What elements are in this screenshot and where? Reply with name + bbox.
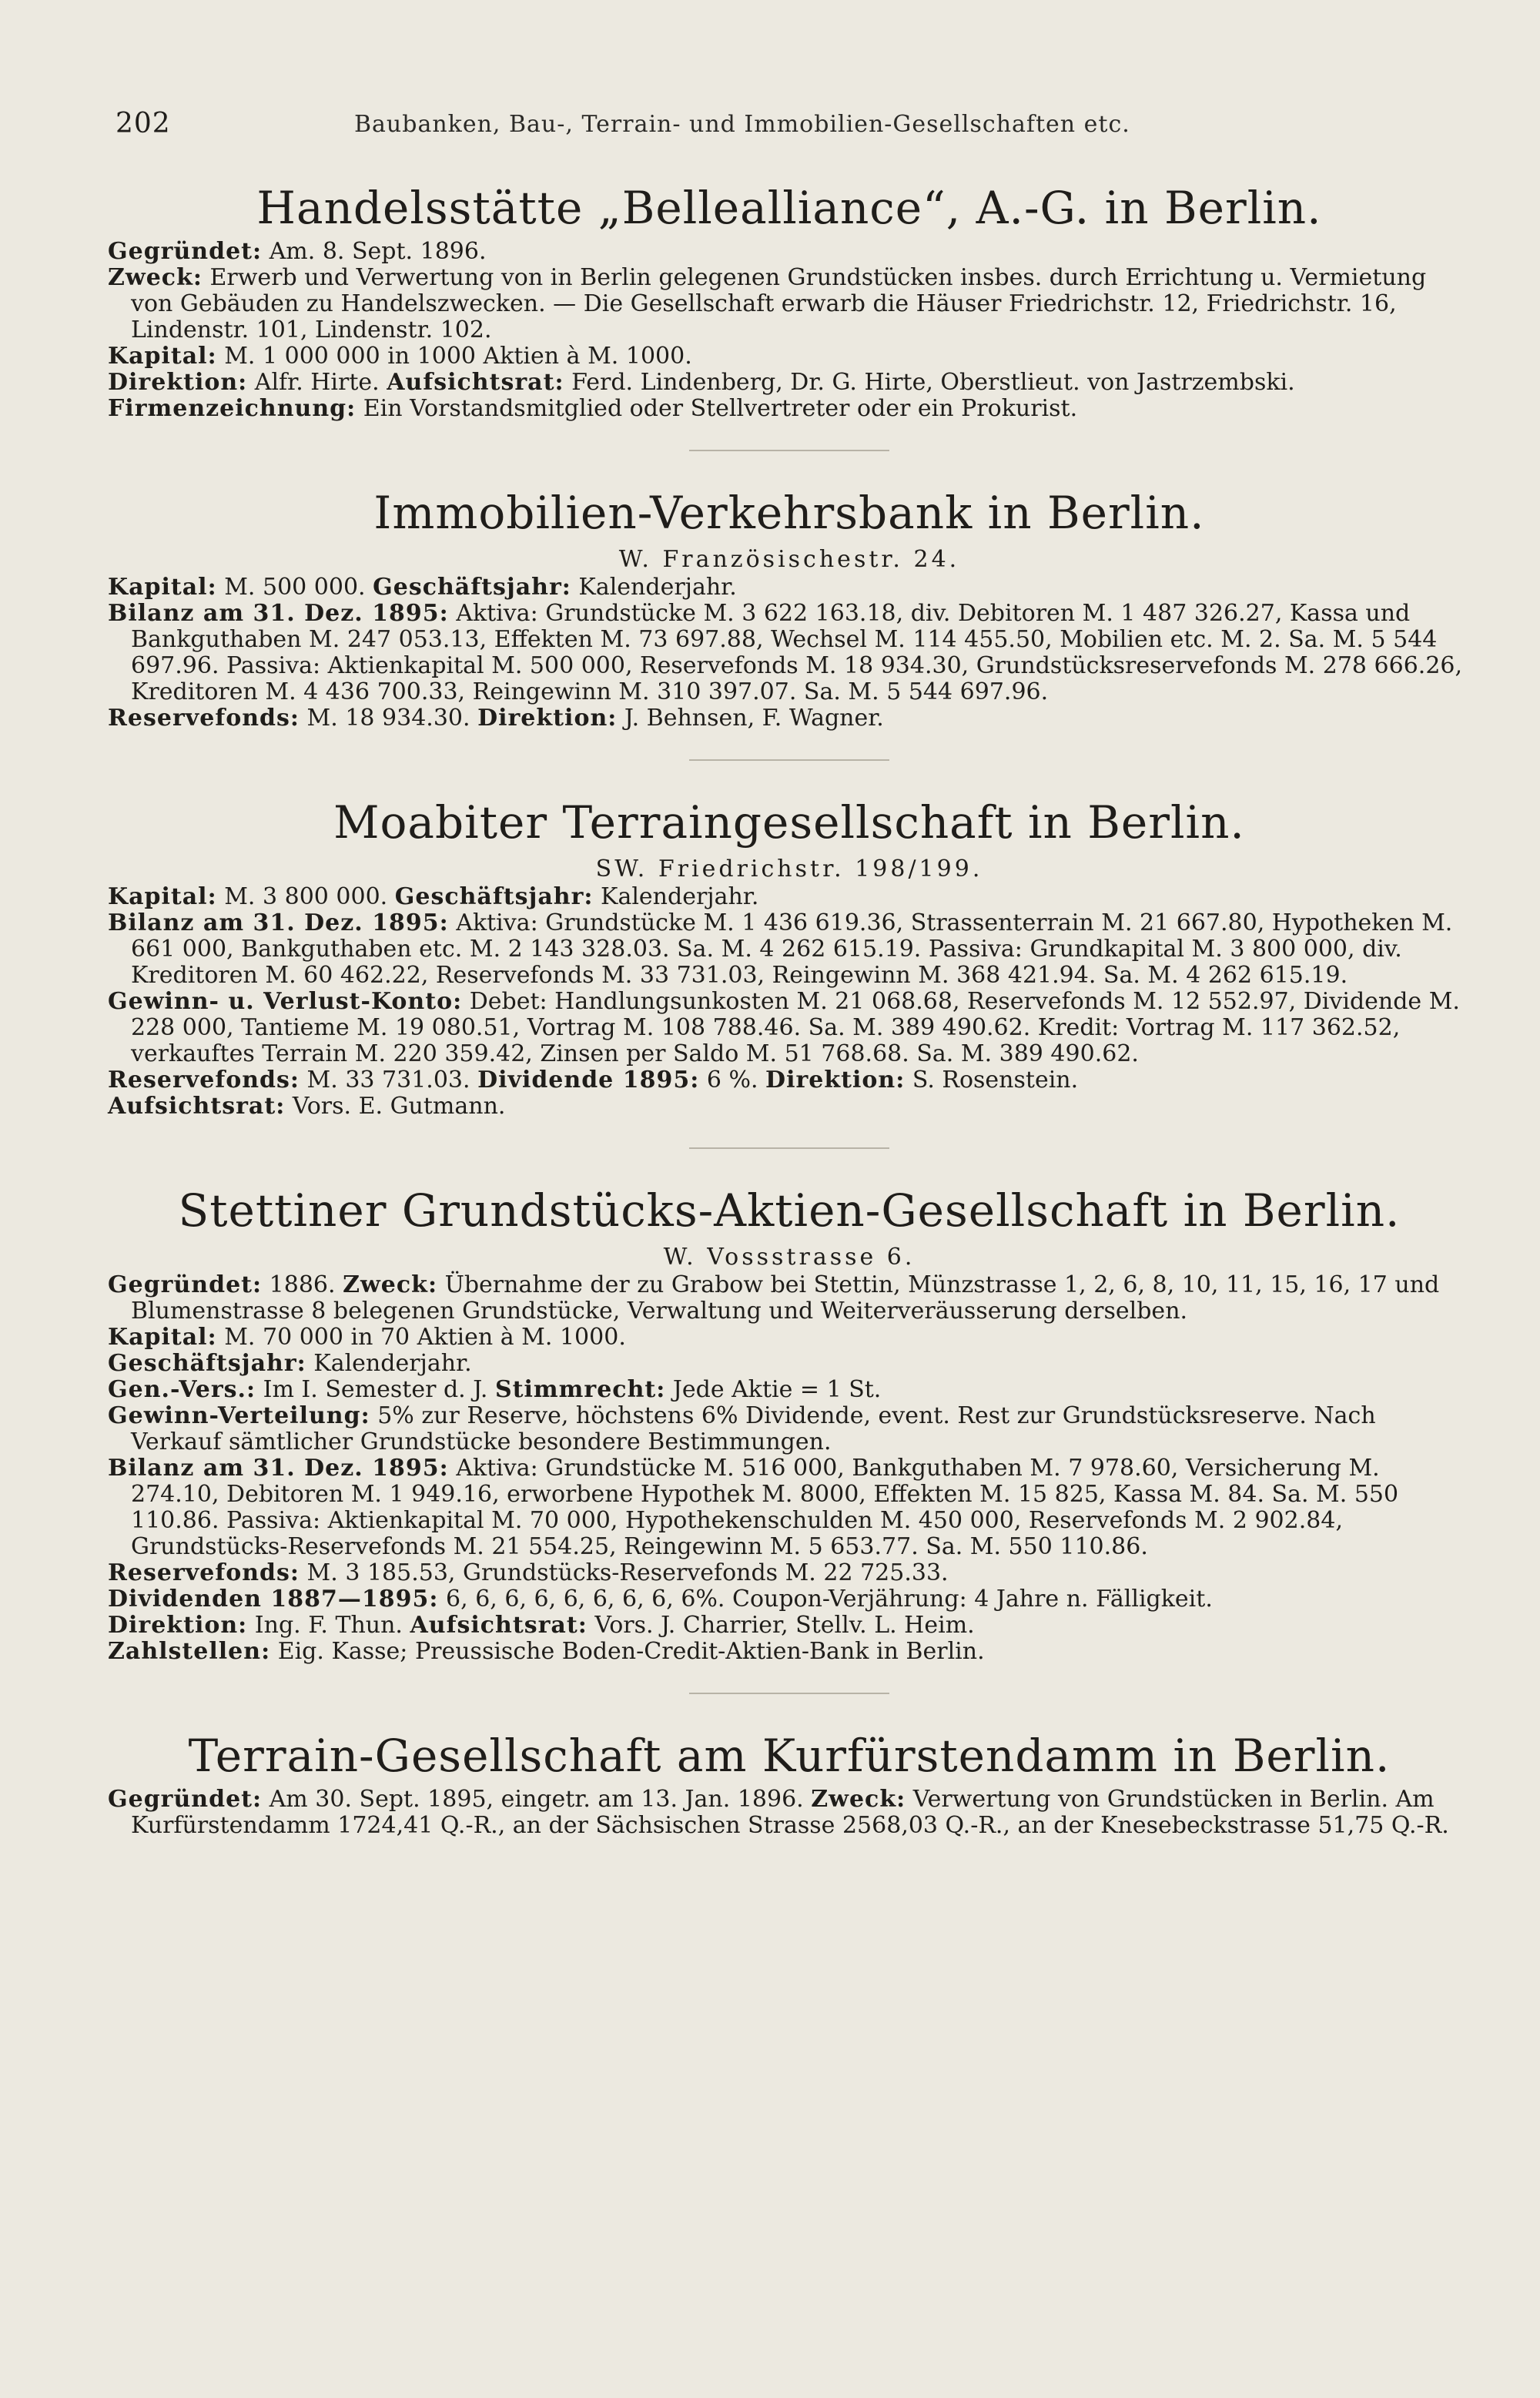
- entry-gegruendet: [108, 1272, 1471, 1325]
- entry-text: Kalenderjahr.: [571, 574, 737, 601]
- entry-text: Am 30. Sept. 1895, eingetr. am 13. Jan. 1896.: [262, 1786, 812, 1813]
- entry-reservefonds: [108, 1560, 1471, 1586]
- entry-label: Zweck:: [108, 264, 203, 291]
- entry-label: Gen.-Vers.:: [108, 1376, 256, 1403]
- entry-label: Geschäftsjahr:: [394, 883, 594, 910]
- section-divider: [689, 759, 889, 761]
- entry-kapital: [108, 574, 1471, 601]
- entry-label: Stimmrecht:: [495, 1376, 666, 1403]
- entry-label: Kapital:: [108, 343, 217, 370]
- section-divider: [689, 1693, 889, 1694]
- entry-zahlstellen: [108, 1639, 1471, 1665]
- entry-text: Übernahme der zu Grabow bei Stettin, Münzstrasse 1, 2, 6, 8, 10, 11, 15, 16, 17 und Blumenstrasse 8 belegenen Grundstücke, Verwaltung und Weiterveräusserung derselben.: [131, 1271, 1440, 1325]
- entry-text: Erwerb und Verwertung von in Berlin gelegenen Grundstücken insbes. durch Errichtung u. Vermietung von Gebäuden zu Handelszwecken. — Die Gesellschaft erwarb die Häuser Friedrichstr. 12, Friedrichstr. 16, Lindenstr. 101, Lindenstr. 102.: [131, 264, 1427, 343]
- entry-text: Aktiva: Grundstücke M. 516 000, Bankguthaben M. 7 978.60, Versicherung M. 274.10, Debitoren M. 1 949.16, erworbene Hypothek M. 8000, Effekten M. 15 825, Kassa M. 84. Sa. M. 550 110.86. Passiva: Aktienkapital M. 70 000, Hypothekenschulden M. 450 000, Reservefonds M. 2 902.84, Grundstücks-Reservefonds M. 21 554.25, Reingewinn M. 5 653.77. Sa. M. 550 110.86.: [131, 1455, 1399, 1560]
- entry-label: Gegründet:: [108, 1271, 263, 1298]
- company-entry: [108, 482, 1471, 732]
- entry-text: J. Behnsen, F. Wagner.: [617, 705, 884, 732]
- entry-text: M. 1 000 000 in 1000 Aktien à M. 1000.: [216, 343, 692, 370]
- entry-label: Reservefonds:: [108, 705, 300, 732]
- entry-text: Kalenderjahr.: [306, 1350, 472, 1377]
- section-divider: [689, 1147, 889, 1149]
- running-header: [108, 108, 1471, 154]
- entry-label: Direktion:: [108, 369, 248, 396]
- entry-kapital: [108, 343, 1471, 370]
- company-title: Moabiter Terraingesellschaft in Berlin.: [333, 796, 1245, 849]
- entry-dividenden: [108, 1586, 1471, 1613]
- running-title: Baubanken, Bau-, Terrain- und Immobilien-Gesellschaften etc.: [354, 111, 1130, 138]
- entry-text: Verwertung von Grundstücken in Berlin. Am Kurfürstendamm 1724,41 Q.-R., an der Sächsischen Strasse 2568,03 Q.-R., an der Knesebeckstrasse 51,75 Q.-R.: [131, 1786, 1449, 1839]
- entry-label: Bilanz am 31. Dez. 1895:: [108, 909, 449, 936]
- entry-label: Reservefonds:: [108, 1559, 300, 1586]
- entry-zweck: [108, 265, 1471, 343]
- entry-firmenzeichnung: [108, 396, 1471, 422]
- entry-text: Im I. Semester d. J.: [256, 1376, 495, 1403]
- entry-aufsichtsrat: [108, 1094, 1471, 1120]
- entry-bilanz: [108, 601, 1471, 705]
- company-title: Handelsstätte „Bellealliance“, A.-G. in Berlin.: [256, 182, 1322, 234]
- entry-text: Jede Aktie = 1 St.: [665, 1376, 882, 1403]
- entry-bilanz: [108, 910, 1471, 989]
- entry-label: Bilanz am 31. Dez. 1895:: [108, 600, 449, 627]
- company-title: Stettiner Grundstücks-Aktien-Gesellschaft in Berlin.: [178, 1184, 1401, 1237]
- entry-label: Firmenzeichnung:: [108, 395, 357, 422]
- entry-label: Gegründet:: [108, 1786, 263, 1813]
- company-entry: [108, 792, 1471, 1120]
- entry-label: Dividende 1895:: [477, 1067, 700, 1094]
- entry-reservefonds: [108, 1067, 1471, 1094]
- entry-label: Gewinn- u. Verlust-Konto:: [108, 988, 463, 1015]
- company-entry: [108, 177, 1471, 422]
- entry-text: Debet: Handlungsunkosten M. 21 068.68, Reservefonds M. 12 552.97, Dividende M. 228 000, Tantieme M. 19 080.51, Vortrag M. 108 788.46. Sa. M. 389 490.62. Kredit: Vortrag M. 117 362.52, verkauftes Terrain M. 220 359.42, Zinsen per Saldo M. 51 768.68. Sa. M. 389 490.62.: [131, 988, 1460, 1067]
- entry-label: Kapital:: [108, 1324, 217, 1351]
- entry-label: Zweck:: [811, 1786, 906, 1813]
- company-address: SW. Friedrichstr. 198/199.: [595, 856, 983, 883]
- entry-text: M. 3 185.53, Grundstücks-Reservefonds M. 22 725.33.: [300, 1559, 949, 1586]
- entry-text: M. 3 800 000.: [216, 883, 395, 910]
- entry-kapital: [108, 884, 1471, 910]
- entry-text: S. Rosenstein.: [905, 1067, 1079, 1094]
- entry-label: Aufsichtsrat:: [387, 369, 564, 396]
- entry-label: Gewinn-Verteilung:: [108, 1402, 370, 1429]
- entry-text: M. 70 000 in 70 Aktien à M. 1000.: [216, 1324, 626, 1351]
- entry-kapital: [108, 1325, 1471, 1351]
- entry-label: Kapital:: [108, 574, 217, 601]
- entry-text: Alfr. Hirte.: [247, 369, 387, 396]
- entry-text: Ing. F. Thun.: [247, 1612, 410, 1639]
- entry-label: Geschäftsjahr:: [108, 1350, 306, 1377]
- entry-gen-vers: [108, 1377, 1471, 1403]
- company-entry: [108, 1180, 1471, 1665]
- entry-text: 6 %.: [699, 1067, 766, 1094]
- page-number: 202: [116, 108, 171, 139]
- entry-text: M. 18 934.30.: [300, 705, 478, 732]
- entry-text: Eig. Kasse; Preussische Boden-Credit-Aktien-Bank in Berlin.: [270, 1638, 985, 1665]
- entry-gegruendet: [108, 1787, 1471, 1839]
- section-divider: [689, 450, 889, 451]
- entry-text: Ein Vorstandsmitglied oder Stellvertreter oder ein Prokurist.: [356, 395, 1078, 422]
- entry-text: Am. 8. Sept. 1896.: [262, 238, 487, 265]
- entry-label: Reservefonds:: [108, 1067, 300, 1094]
- entry-gegruendet: [108, 239, 1471, 265]
- entry-text: Aktiva: Grundstücke M. 3 622 163.18, div. Debitoren M. 1 487 326.27, Kassa und Bankguthaben M. 247 053.13, Effekten M. 73 697.88, Wechsel M. 114 455.50, Mobilien etc. M. 2. Sa. M. 5 544 697.96. Passiva: Aktienkapital M. 500 000, Reservefonds M. 18 934.30, Grundstücksreservefonds M. 278 666.26, Kreditoren M. 4 436 700.33, Reingewinn M. 310 397.07. Sa. M. 5 544 697.96.: [131, 600, 1463, 705]
- entry-label: Zweck:: [343, 1271, 438, 1298]
- entry-label: Aufsichtsrat:: [410, 1612, 588, 1639]
- entry-text: 1886.: [262, 1271, 343, 1298]
- entry-label: Bilanz am 31. Dez. 1895:: [108, 1455, 449, 1482]
- entry-label: Direktion:: [477, 705, 618, 732]
- company-address: W. Vossstrasse 6.: [663, 1244, 916, 1271]
- company-title: Terrain-Gesellschaft am Kurfürstendamm in Berlin.: [188, 1730, 1391, 1782]
- entry-text: 6, 6, 6, 6, 6, 6, 6, 6, 6%. Coupon-Verjährung: 4 Jahre n. Fälligkeit.: [438, 1586, 1213, 1613]
- entry-text: Vors. J. Charrier, Stellv. L. Heim.: [587, 1612, 975, 1639]
- entry-geschaeftsjahr: [108, 1351, 1471, 1377]
- entry-reservefonds: [108, 705, 1471, 732]
- entry-direktion: [108, 1613, 1471, 1639]
- entry-label: Direktion:: [765, 1067, 906, 1094]
- entry-text: Ferd. Lindenberg, Dr. G. Hirte, Oberstlieut. von Jastrzembski.: [564, 369, 1295, 396]
- entry-text: M. 500 000.: [216, 574, 373, 601]
- entry-label: Aufsichtsrat:: [108, 1093, 286, 1120]
- entry-text: 5% zur Reserve, höchstens 6% Dividende, event. Rest zur Grundstücksreserve. Nach Verkauf sämtlicher Grundstücke besondere Bestimmungen.: [131, 1402, 1376, 1455]
- entry-label: Dividenden 1887—1895:: [108, 1586, 439, 1613]
- company-entry: [108, 1725, 1471, 1839]
- company-address: W. Französischestr. 24.: [618, 546, 960, 573]
- company-title: Immobilien-Verkehrsbank in Berlin.: [373, 487, 1205, 539]
- entry-label: Direktion:: [108, 1612, 248, 1639]
- entry-text: Vors. E. Gutmann.: [285, 1093, 506, 1120]
- entry-text: Aktiva: Grundstücke M. 1 436 619.36, Strassenterrain M. 21 667.80, Hypotheken M. 661 000, Bankguthaben etc. M. 2 143 328.03. Sa. M. 4 262 615.19. Passiva: Grundkapital M. 3 800 000, div. Kreditoren M. 60 462.22, Reservefonds M. 33 731.03, Reingewinn M. 368 421.94. Sa. M. 4 262 615.19.: [131, 909, 1453, 989]
- entry-label: Zahlstellen:: [108, 1638, 271, 1665]
- entry-gewinn-verteilung: [108, 1403, 1471, 1455]
- entry-text: Kalenderjahr.: [593, 883, 759, 910]
- entry-label: Gegründet:: [108, 238, 263, 265]
- entry-label: Kapital:: [108, 883, 217, 910]
- entry-bilanz: [108, 1455, 1471, 1560]
- entry-text: M. 33 731.03.: [300, 1067, 478, 1094]
- entry-gewinn-verlust: [108, 989, 1471, 1067]
- entry-label: Geschäftsjahr:: [373, 574, 571, 601]
- entry-direktion: [108, 370, 1471, 396]
